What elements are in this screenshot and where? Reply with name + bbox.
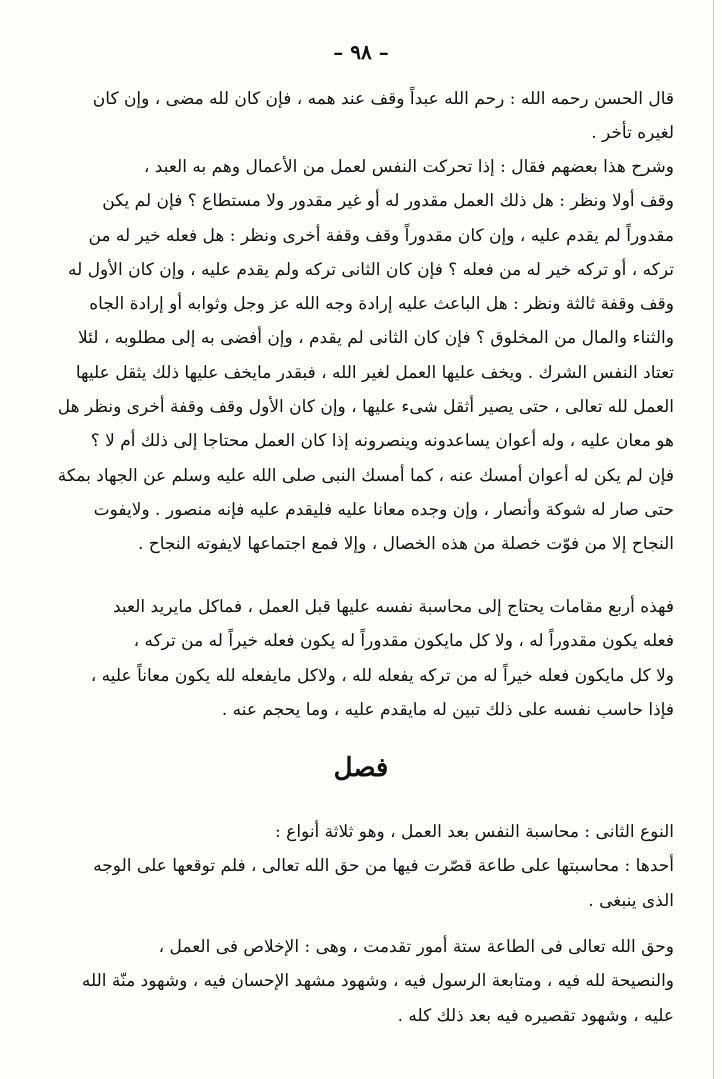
text-line: فإن لم يكن له أعوان أمسك عنه ، كما أمسك النبى صلى الله عليه وسلم عن الجهاد بمكة — [57, 465, 674, 486]
text-line: مقدوراً لم يقدم عليه ، وإن كان مقدوراً وقف وقفة أخرى ونظر : هل فعله خير له من — [88, 225, 674, 246]
text-line: لغيره تأخر . — [591, 123, 674, 144]
text-line: فهذه أربع مقامات يحتاج إلى محاسبة نفسه عليها قبل العمل ، فماكل مايريد العبد — [113, 597, 674, 617]
text-line: هو معان عليه ، وله أعوان يساعدونه وينصرونه إذا كان العمل محتاجا إلى ذلك أم لا ؟ — [90, 431, 674, 452]
text-line: فعله يكون مقدوراً له ، ولا كل مايكون مقدوراً له يكون فعله خيراً له من تركه ، — [133, 631, 674, 652]
paragraph-six-matters — [44, 930, 674, 1033]
paragraph-second-type — [44, 815, 674, 918]
text-line: وشرح هذا بعضهم فقال : إذا تحركت النفس لعمل من الأعمال وهم به العبد ، — [143, 157, 674, 177]
margin-line — [713, 0, 714, 1079]
text-line: تعتاد النفس الشرك . ويخف عليها العمل لغير الله ، فبقدر مايخف عليها ذلك يثقل عليها — [75, 362, 674, 383]
paragraph-explanation — [44, 150, 674, 562]
text-line: والنصيحة لله فيه ، ومتابعة الرسول فيه ، وشهود مشهد الإحسان فيه ، وشهود منّة الله — [81, 971, 674, 992]
text-line: عليه ، وشهود تقصيره فيه بعد ذلك كله . — [397, 1005, 674, 1026]
text-line: الذى ينبغى . — [588, 890, 674, 911]
text-line: فإذا حاسب نفسه على ذلك تبين له مايقدم عليه ، وما يحجم عنه . — [221, 699, 674, 720]
paragraph-four-stations — [44, 590, 674, 727]
text-line: العمل لله تعالى ، حتى يصير أثقل شىء عليها ، وإن كان الأول وقف وقفة أخرى ونظر هل — [57, 397, 674, 418]
text-line: النجاح إلا من فوّت خصلة من هذه الخصال ، وإلا فمع اجتماعها لايفوته النجاح . — [137, 534, 674, 555]
section-title: فصل — [333, 753, 389, 783]
text-line: وقف وقفة ثالثة ونظر : هل الباعث عليه إرادة وجه الله عز وجل وثوابه أو إرادة الجاه — [89, 294, 674, 315]
text-line: وقف أولا ونظر : هل ذلك العمل مقدور له أو غير مقدور ولا مستطاع ؟ فإن لم يكن — [102, 191, 674, 212]
text-line: تركه ، أو تركه خير له من فعله ؟ فإن كان الثانى تركه ولم يقدم عليه ، وإن كان الأول له — [68, 259, 674, 280]
text-line: ولا كل مايكون فعله خيراً له من تركه يفعله لله ، ولاكل مايفعله لله يكون معاناً عليه ، — [90, 665, 674, 686]
text-line: والثناء والمال من المخلوق ؟ فإن كان الثانى لم يقدم ، وإن أفضى به إلى مطلوبه ، لئلا — [77, 328, 674, 349]
text-line: حتى صار له شوكة وأنصار ، وإن وجده معانا عليه فليقدم عليه فإنه منصور . ولايفوت — [93, 499, 674, 520]
text-line: قال الحسن رحمه الله : رحم الله عبداً وقف عند همه ، فإن كان لله مضى ، وإن كان — [92, 89, 674, 109]
text-line: أحدها : محاسبتها على طاعة قصّرت فيها من حق الله تعالى ، فلم توقعها على الوجه — [93, 856, 674, 877]
text-line: النوع الثانى : محاسبة النفس بعد العمل ، وهو ثلاثة أنواع : — [275, 822, 674, 842]
text-line: وحق الله تعالى فى الطاعة ستة أمور تقدمت ، وهى : الإخلاص فى العمل ، — [158, 937, 674, 957]
paragraph-hasan-quote — [44, 82, 674, 151]
page-number: – ٩٨ – — [333, 40, 389, 64]
